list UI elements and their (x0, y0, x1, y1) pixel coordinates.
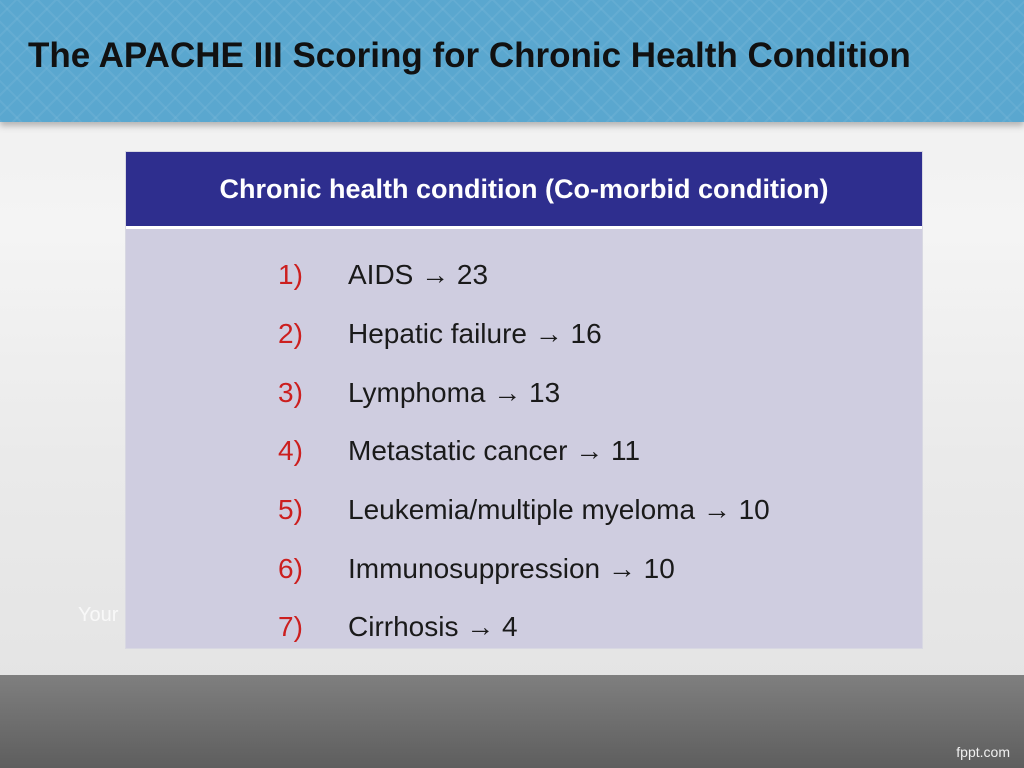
item-text: Lymphoma → 13 (348, 376, 561, 408)
list-item (278, 539, 770, 598)
item-text: Leukemia/multiple myeloma → 10 (348, 494, 770, 526)
item-number: 5) (278, 494, 303, 526)
title-bar (0, 0, 1024, 122)
item-number: 3) (278, 376, 303, 408)
item-number: 6) (278, 552, 303, 584)
list-item (278, 246, 770, 305)
brand-watermark: fppt.com (956, 744, 1010, 760)
list-item (278, 598, 770, 657)
table-header: Chronic health condition (Co-morbid condition) (126, 152, 922, 229)
placeholder-text: Your (78, 604, 119, 626)
item-number: 4) (278, 435, 303, 467)
item-number: 2) (278, 318, 303, 350)
item-text: Immunosuppression → 10 (348, 552, 675, 584)
item-number: 7) (278, 611, 303, 643)
item-text: AIDS → 23 (348, 259, 489, 291)
item-text: Metastatic cancer → 11 (348, 435, 641, 467)
slide-title: The APACHE III Scoring for Chronic Health Condition (28, 36, 911, 75)
list-item (278, 422, 770, 481)
footer-bar (0, 675, 1024, 768)
item-number: 1) (278, 259, 303, 291)
list-item (278, 481, 770, 540)
list-item (278, 305, 770, 364)
condition-list (278, 246, 770, 657)
item-text: Hepatic failure → 16 (348, 318, 602, 350)
list-item (278, 363, 770, 422)
item-text: Cirrhosis → 4 (348, 611, 518, 643)
condition-table (125, 151, 923, 649)
